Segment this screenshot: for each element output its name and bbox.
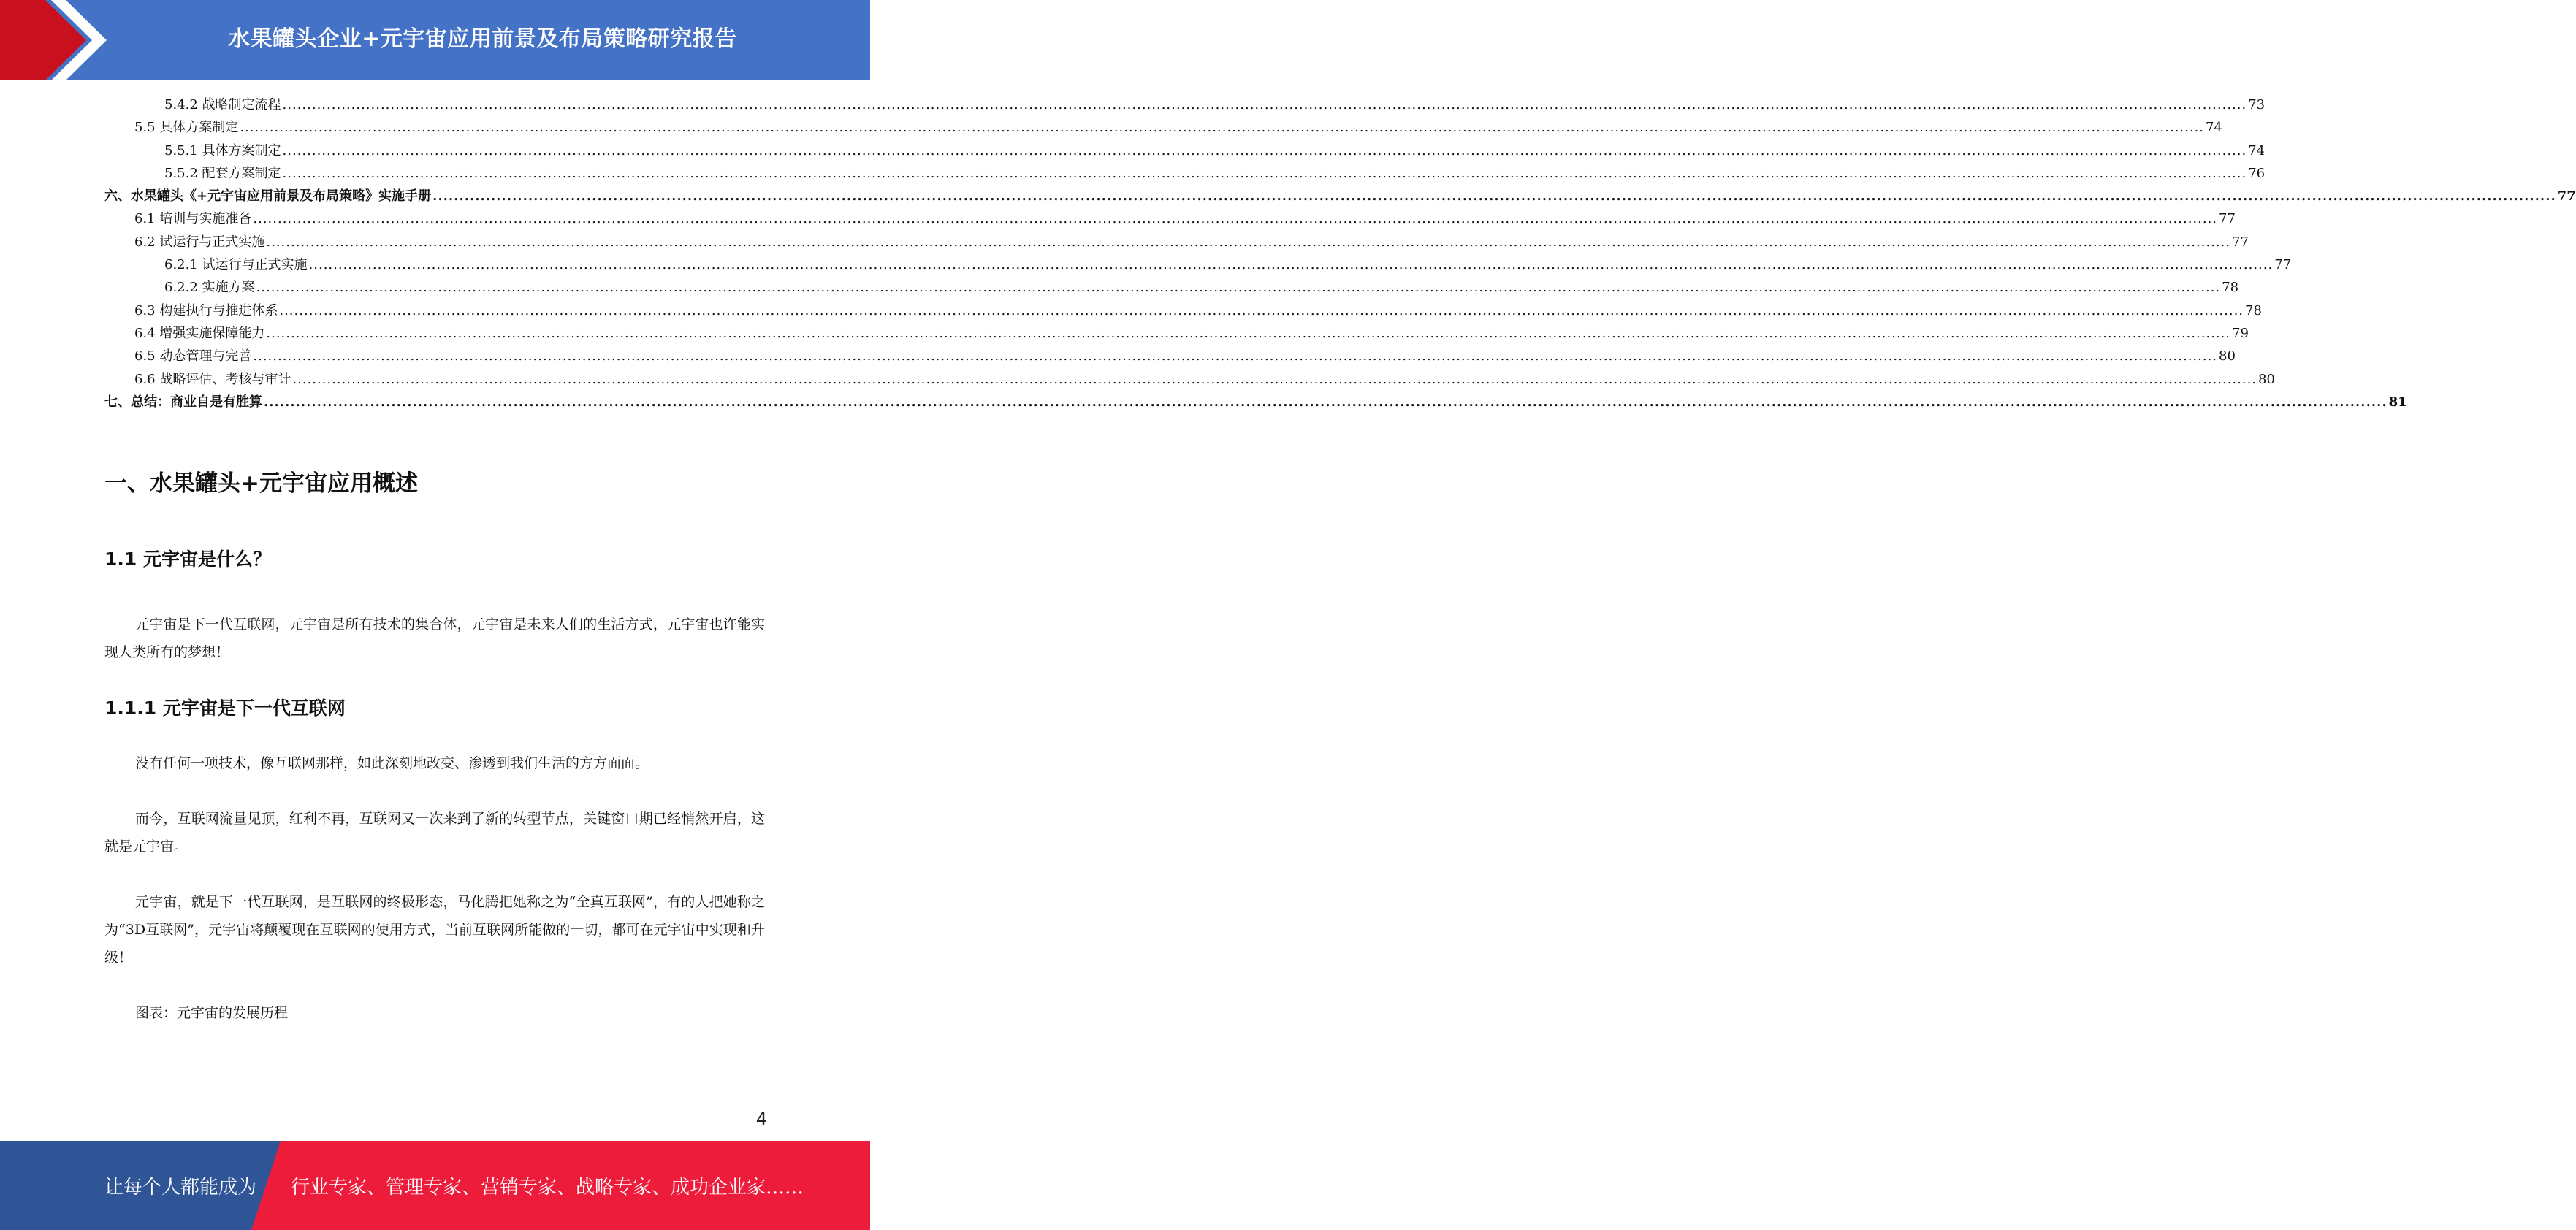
toc-entry-title: 6.2.1 试运行与正式实施 bbox=[164, 257, 308, 273]
toc-entry[interactable] bbox=[104, 299, 2262, 322]
toc-entry-page: 74 bbox=[2206, 120, 2222, 136]
subsection-heading: 1.1 元宇宙是什么？ bbox=[104, 549, 271, 570]
toc-entry-page: 73 bbox=[2248, 97, 2266, 112]
toc-leader-dots: ................................................................................................................................................................................................................................................................................................................................................................................................................ bbox=[266, 234, 2231, 250]
footer-slogan-left: 让每个人都能成为 bbox=[104, 1176, 257, 1199]
toc-leader-dots: ................................................................................................................................................................................................................................................................................................................................................................................................................ bbox=[256, 280, 2221, 296]
toc-entry-page: 78 bbox=[2222, 280, 2239, 296]
toc-entry[interactable] bbox=[104, 368, 2275, 391]
toc-entry-page: 80 bbox=[2219, 348, 2236, 364]
toc-entry[interactable] bbox=[104, 185, 2576, 207]
toc-entry[interactable] bbox=[104, 140, 2266, 162]
toc-entry-title: 5.5 具体方案制定 bbox=[134, 120, 239, 136]
body-paragraph: 元宇宙是下一代互联网，元宇宙是所有技术的集合体，元宇宙是未来人们的生活方式，元宇宙也许能实现人类所有的梦想！ bbox=[104, 616, 765, 660]
toc-leader-dots: ................................................................................................................................................................................................................................................................................................................................................................................................................ bbox=[240, 120, 2205, 136]
toc-entry[interactable] bbox=[104, 322, 2249, 345]
subsubsection-heading: 1.1.1 元宇宙是下一代互联网 bbox=[104, 698, 346, 719]
toc-leader-dots: ................................................................................................................................................................................................................................................................................................................................................................................................................ bbox=[264, 394, 2388, 410]
toc-leader-dots: ................................................................................................................................................................................................................................................................................................................................................................................................................ bbox=[282, 165, 2247, 181]
toc-entry-title: 5.4.2 战略制定流程 bbox=[164, 97, 281, 112]
body-paragraph: 元宇宙，就是下一代互联网，是互联网的终极形态，马化腾把她称之为“全真互联网”，有的人把她称之为“3D互联网”，元宇宙将颠覆现在互联网的使用方式，当前互联网所能做的一切，都可在元宇宙中实现和升级！ bbox=[104, 894, 765, 966]
toc-entry[interactable] bbox=[104, 93, 2266, 116]
toc-entry-page: 78 bbox=[2245, 302, 2262, 318]
toc-entry[interactable] bbox=[104, 253, 2292, 276]
toc-entry[interactable] bbox=[104, 116, 2222, 139]
toc-leader-dots: ................................................................................................................................................................................................................................................................................................................................................................................................................ bbox=[253, 211, 2218, 227]
toc-entry-page: 77 bbox=[2232, 234, 2249, 250]
table-of-contents bbox=[104, 93, 2576, 413]
page-footer bbox=[0, 1141, 870, 1230]
toc-entry-page: 80 bbox=[2258, 371, 2275, 387]
toc-entry-page: 77 bbox=[2274, 257, 2292, 273]
toc-entry-title: 六、水果罐头《+元宇宙应用前景及布局策略》实施手册 bbox=[104, 188, 432, 205]
footer-slogan-right: 行业专家、管理专家、营销专家、战略专家、成功企业家…… bbox=[291, 1176, 804, 1199]
figure-caption: 图表：元宇宙的发展历程 bbox=[135, 1005, 289, 1021]
toc-entry[interactable] bbox=[104, 231, 2249, 253]
toc-entry-page: 79 bbox=[2232, 325, 2249, 341]
toc-entry[interactable] bbox=[104, 207, 2236, 230]
section-heading: 一、水果罐头+元宇宙应用概述 bbox=[104, 470, 418, 497]
toc-entry-page: 77 bbox=[2557, 188, 2576, 205]
toc-entry-title: 七、总结：商业自是有胜算 bbox=[104, 394, 262, 410]
toc-leader-dots: ................................................................................................................................................................................................................................................................................................................................................................................................................ bbox=[282, 142, 2247, 158]
body-paragraph: 而今，互联网流量见顶，红利不再，互联网又一次来到了新的转型节点，关键窗口期已经悄然开启，这就是元宇宙。 bbox=[104, 811, 765, 855]
toc-entry-title: 5.5.2 配套方案制定 bbox=[164, 165, 281, 181]
toc-entry[interactable] bbox=[104, 162, 2266, 185]
toc-leader-dots: ................................................................................................................................................................................................................................................................................................................................................................................................................ bbox=[253, 348, 2218, 364]
header-title: 水果罐头企业+元宇宙应用前景及布局策略研究报告 bbox=[228, 26, 737, 52]
toc-entry-page: 77 bbox=[2219, 211, 2236, 227]
chevron-decoration-icon bbox=[0, 0, 117, 80]
body-paragraph: 没有任何一项技术，像互联网那样，如此深刻地改变、渗透到我们生活的方方面面。 bbox=[135, 755, 649, 771]
toc-entry-page: 74 bbox=[2248, 142, 2266, 158]
page-number: 4 bbox=[755, 1109, 767, 1129]
toc-leader-dots: ................................................................................................................................................................................................................................................................................................................................................................................................................ bbox=[282, 97, 2247, 112]
toc-entry-title: 6.3 构建执行与推进体系 bbox=[134, 302, 278, 318]
toc-entry-page: 81 bbox=[2388, 394, 2407, 410]
toc-entry[interactable] bbox=[104, 391, 2407, 413]
page-header bbox=[0, 0, 870, 80]
toc-entry-page: 76 bbox=[2248, 165, 2266, 181]
toc-entry-title: 6.1 培训与实施准备 bbox=[134, 211, 252, 227]
toc-entry-title: 6.4 增强实施保障能力 bbox=[134, 325, 265, 341]
toc-entry[interactable] bbox=[104, 345, 2236, 367]
toc-entry-title: 6.2 试运行与正式实施 bbox=[134, 234, 265, 250]
toc-entry-title: 6.5 动态管理与完善 bbox=[134, 348, 252, 364]
toc-leader-dots: ................................................................................................................................................................................................................................................................................................................................................................................................................ bbox=[279, 302, 2244, 318]
toc-entry-title: 5.5.1 具体方案制定 bbox=[164, 142, 281, 158]
toc-leader-dots: ................................................................................................................................................................................................................................................................................................................................................................................................................ bbox=[308, 257, 2274, 273]
toc-entry-title: 6.6 战略评估、考核与审计 bbox=[134, 371, 291, 387]
toc-entry[interactable] bbox=[104, 276, 2239, 299]
toc-leader-dots: ................................................................................................................................................................................................................................................................................................................................................................................................................ bbox=[432, 188, 2556, 205]
toc-leader-dots: ................................................................................................................................................................................................................................................................................................................................................................................................................ bbox=[292, 371, 2257, 387]
toc-leader-dots: ................................................................................................................................................................................................................................................................................................................................................................................................................ bbox=[266, 325, 2231, 341]
toc-entry-title: 6.2.2 实施方案 bbox=[164, 280, 255, 296]
